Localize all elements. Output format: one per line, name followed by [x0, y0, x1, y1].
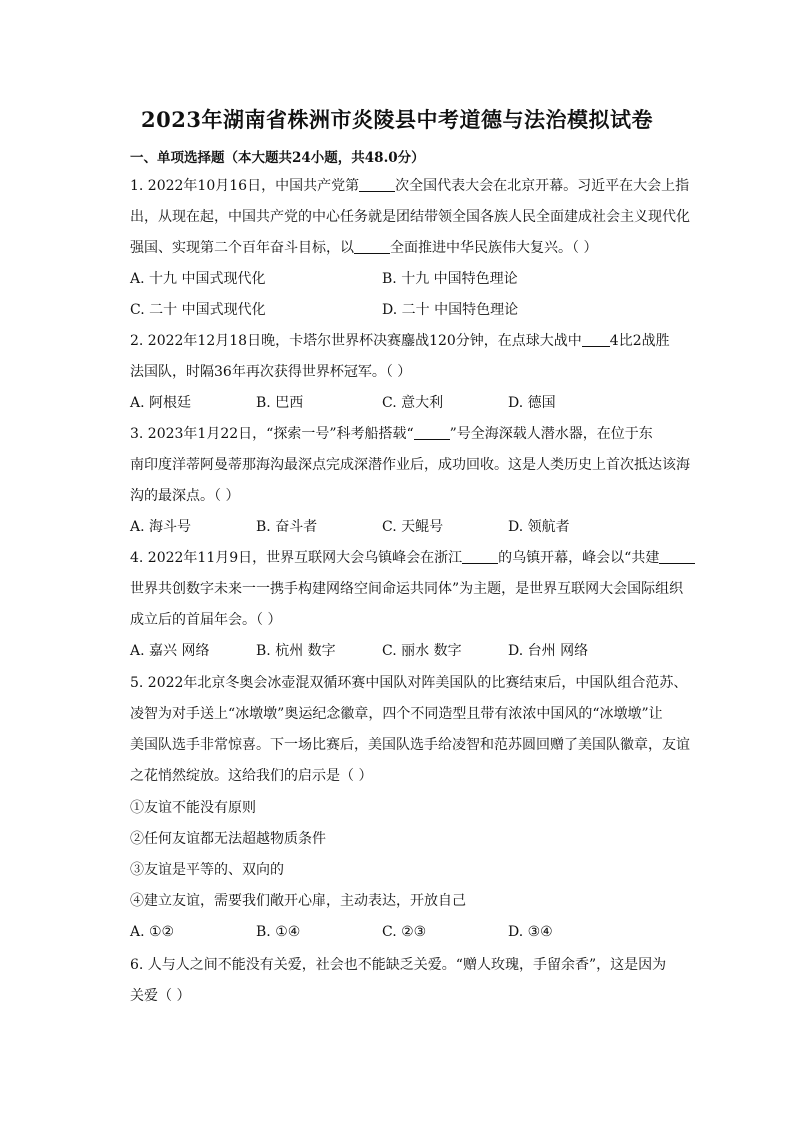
- q3-line3: 沟的最深点。（ ）: [130, 488, 240, 504]
- q1-line3: 强国、实现第二个百年奋斗目标，以 全面推进中华民族伟大复兴。（ ）: [130, 240, 598, 256]
- q5-statement-4: ④建立友谊，需要我们敞开心扉，主动表达，开放自己: [130, 893, 466, 909]
- q1-line1: 1. 2022年10月16日，中国共产党第 次全国代表大会在北京开幕。习近平在大会上指: [130, 178, 690, 194]
- q6-line2: 关爱（ ）: [130, 988, 191, 1004]
- q2-line1: 2. 2022年12月18日晚，卡塔尔世界杯决赛鏖战120分钟，在点球大战中 4比2战胜: [130, 333, 670, 349]
- q5-option-a: A. ①②: [130, 924, 175, 940]
- answer-blank: [659, 549, 695, 564]
- q4-option-a: A. 嘉兴 网络: [130, 643, 210, 659]
- answer-blank: [462, 549, 498, 564]
- q3-option-c: C. 天鲲号: [382, 519, 444, 535]
- q5-line2: 凌智为对手送上“冰墩墩”奥运纪念徽章，四个不同造型且带有浓浓中国风的“冰墩墩”让: [130, 706, 663, 722]
- q5-statement-1: ①友谊不能没有原则: [130, 800, 256, 816]
- answer-blank: [414, 425, 450, 440]
- q4-option-c: C. 丽水 数字: [382, 643, 462, 659]
- q5-line4: 之花悄然绽放。这给我们的启示是（ ）: [130, 768, 373, 784]
- q5-line3: 美国队选手非常惊喜。下一场比赛后，美国队选手给凌智和范苏圆回赠了美国队徽章，友谊: [130, 737, 690, 753]
- q5-statement-2: ②任何友谊都无法超越物质条件: [130, 831, 326, 847]
- q5-line1: 5. 2022年北京冬奥会冰壶混双循环赛中国队对阵美国队的比赛结束后，中国队组合范苏、: [130, 675, 688, 691]
- q3-option-d: D. 领航者: [508, 519, 570, 535]
- q5-option-b: B. ①④: [256, 924, 301, 940]
- q6-line1: 6. 人与人之间不能没有关爱，社会也不能缺乏关爱。“赠人玫瑰，手留余香”，这是因为: [130, 957, 667, 973]
- q3-line1: 3. 2023年1月22日，“探索一号”科考船搭载“ ”号全海深载人潜水器，在位于东: [130, 426, 653, 442]
- answer-blank: [359, 177, 395, 192]
- q5-option-d: D. ③④: [508, 924, 553, 940]
- q1-option-d: D. 二十 中国特色理论: [382, 302, 519, 318]
- q1-option-c: C. 二十 中国式现代化: [130, 302, 266, 318]
- page-title: 2023年湖南省株洲市炎陵县中考道德与法治模拟试卷: [141, 107, 653, 132]
- q2-option-c: C. 意大利: [382, 395, 444, 411]
- q1-option-a: A. 十九 中国式现代化: [130, 271, 266, 287]
- answer-blank: [354, 239, 390, 254]
- q2-option-b: B. 巴西: [256, 395, 304, 411]
- q4-line3: 成立后的首届年会。（ ）: [130, 612, 282, 628]
- q2-option-a: A. 阿根廷: [130, 395, 192, 411]
- q3-option-a: A. 海斗号: [130, 519, 192, 535]
- q3-option-b: B. 奋斗者: [256, 519, 318, 535]
- q1-option-b: B. 十九 中国特色理论: [382, 271, 518, 287]
- q4-option-b: B. 杭州 数字: [256, 643, 336, 659]
- q2-line2: 法国队，时隔36年再次获得世界杯冠军。（ ）: [130, 364, 412, 380]
- q3-line2: 南印度洋蒂阿曼蒂那海沟最深点完成深潜作业后，成功回收。这是人类历史上首次抵达该海: [130, 457, 690, 473]
- q5-option-c: C. ②③: [382, 924, 427, 940]
- q4-line1: 4. 2022年11月9日，世界互联网大会乌镇峰会在浙江 的乌镇开幕，峰会以“共建: [130, 548, 695, 568]
- q4-option-d: D. 台州 网络: [508, 643, 589, 659]
- q5-statement-3: ③友谊是平等的、双向的: [130, 862, 284, 878]
- answer-blank: [582, 332, 610, 347]
- q2-option-d: D. 德国: [508, 395, 556, 411]
- section-heading: 一、单项选择题（本大题共24小题，共48.0分）: [130, 150, 425, 166]
- q1-line2: 出，从现在起，中国共产党的中心任务就是团结带领全国各族人民全面建成社会主义现代化: [130, 209, 690, 225]
- q4-line2: 世界共创数字未来一一携手构建网络空间命运共同体”为主题，是世界互联网大会国际组织: [130, 581, 684, 597]
